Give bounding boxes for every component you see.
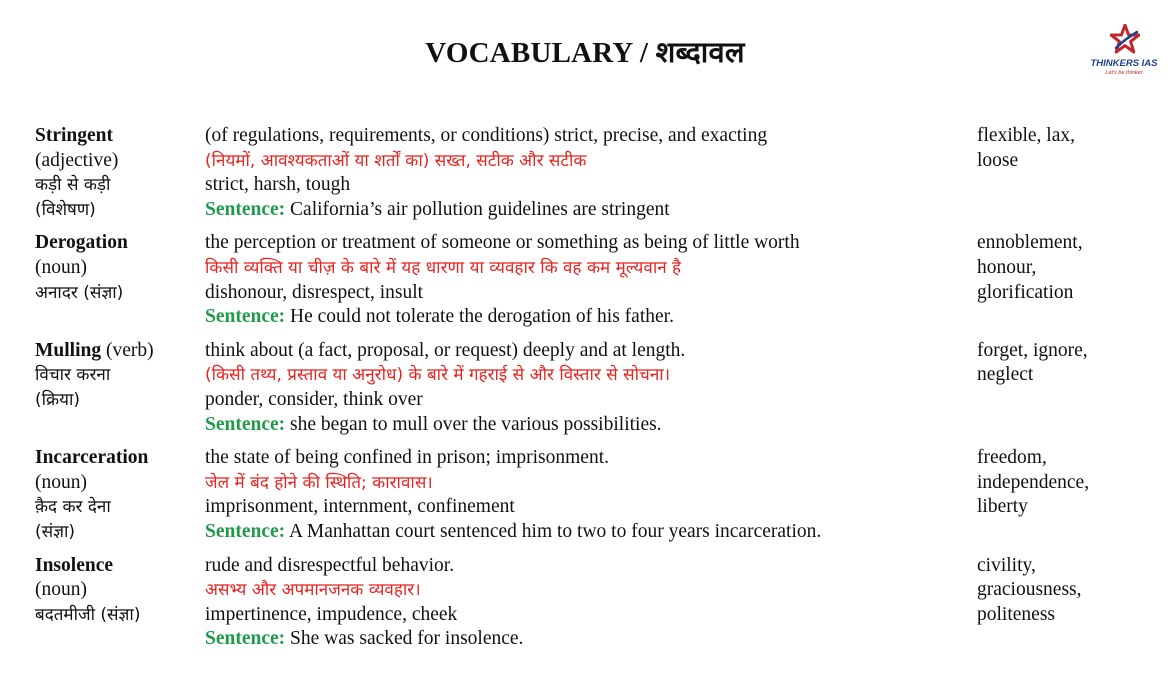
antonym-line: glorification bbox=[977, 281, 1074, 303]
antonyms-column bbox=[977, 231, 1145, 305]
word-column bbox=[35, 554, 205, 628]
hindi-word: क़ैद कर देना bbox=[35, 497, 111, 518]
hindi-definition: जेल में बंद होने की स्थिति; कारावास। bbox=[205, 472, 433, 493]
antonym-line: graciousness, bbox=[977, 579, 1082, 601]
antonym-line: politeness bbox=[977, 603, 1055, 625]
antonym-line: loose bbox=[977, 149, 1019, 171]
hindi-definition: (किसी तथ्य, प्रस्ताव या अनुरोध) के बारे में गहराई से और विस्तार से सोचना। bbox=[205, 365, 671, 386]
antonyms-column bbox=[977, 339, 1145, 388]
word: Insolence bbox=[35, 554, 113, 576]
vocabulary-list bbox=[35, 124, 1145, 661]
synonyms: impertinence, impudence, cheek bbox=[205, 603, 458, 625]
antonyms-column bbox=[977, 446, 1145, 520]
example-sentence bbox=[205, 305, 977, 330]
hindi-word: अनादर (संज्ञा) bbox=[35, 282, 124, 303]
antonym-line: independence, bbox=[977, 471, 1090, 493]
definition-column bbox=[205, 124, 977, 222]
logo-name: THINKERS IAS bbox=[1090, 58, 1158, 69]
definition: rude and disrespectful behavior. bbox=[205, 554, 455, 576]
antonyms-column bbox=[977, 124, 1145, 173]
word-column bbox=[35, 124, 205, 222]
hindi-word: कड़ी से कड़ी bbox=[35, 175, 111, 196]
sentence-text: He could not tolerate the derogation of his father. bbox=[290, 306, 674, 328]
sentence-label: Sentence: bbox=[205, 413, 286, 435]
definition-column bbox=[205, 554, 977, 652]
sentence-text: she began to mull over the various possibilities. bbox=[290, 413, 662, 435]
logo-tagline: Let's be thinker bbox=[1105, 70, 1143, 76]
hindi-pos: (क्रिया) bbox=[35, 389, 80, 410]
definition: (of regulations, requirements, or conditions) strict, precise, and exacting bbox=[205, 125, 768, 146]
word-column bbox=[35, 339, 205, 413]
hindi-word: विचार करना bbox=[35, 365, 111, 386]
antonym-line: liberty bbox=[977, 496, 1028, 518]
definition-column bbox=[205, 231, 977, 329]
vocab-entry-incarceration bbox=[35, 446, 1145, 544]
sentence-label: Sentence: bbox=[205, 628, 286, 650]
example-sentence bbox=[205, 413, 977, 438]
antonym-line: neglect bbox=[977, 364, 1034, 386]
part-of-speech: (verb) bbox=[105, 339, 154, 361]
sentence-label: Sentence: bbox=[205, 306, 286, 328]
word: Stringent bbox=[35, 125, 113, 146]
example-sentence bbox=[205, 627, 977, 652]
example-sentence bbox=[205, 198, 977, 223]
sentence-text: She was sacked for insolence. bbox=[290, 628, 524, 650]
definition: the perception or treatment of someone or something as being of little worth bbox=[205, 232, 800, 254]
vocab-entry-mulling bbox=[35, 339, 1145, 437]
word: Incarceration bbox=[35, 447, 149, 469]
part-of-speech: (noun) bbox=[35, 256, 87, 278]
synonyms: ponder, consider, think over bbox=[205, 388, 423, 410]
hindi-definition: किसी व्यक्ति या चीज़ के बारे में यह धारणा या व्यवहार कि वह कम मूल्यवान है bbox=[205, 257, 682, 278]
word: Derogation bbox=[35, 232, 128, 254]
word: Mulling bbox=[35, 339, 102, 361]
part-of-speech: (noun) bbox=[35, 579, 87, 601]
vocab-entry-insolence bbox=[35, 554, 1145, 652]
antonym-line: forget, ignore, bbox=[977, 339, 1088, 361]
definition: the state of being confined in prison; imprisonment. bbox=[205, 447, 610, 469]
antonyms-column bbox=[977, 554, 1145, 628]
sentence-label: Sentence: bbox=[205, 198, 286, 220]
word-column bbox=[35, 446, 205, 544]
antonym-line: flexible, lax, bbox=[977, 125, 1076, 146]
part-of-speech: (adjective) bbox=[35, 149, 119, 171]
definition: think about (a fact, proposal, or request) deeply and at length. bbox=[205, 339, 686, 361]
antonym-line: honour, bbox=[977, 256, 1037, 278]
example-sentence bbox=[205, 520, 977, 545]
page-title: VOCABULARY / शब्दावल bbox=[425, 37, 745, 69]
hindi-definition: असभ्य और अपमानजनक व्यवहार। bbox=[205, 580, 421, 601]
sentence-label: Sentence: bbox=[205, 520, 286, 542]
word-with-pos bbox=[35, 339, 205, 364]
vocab-entry-stringent bbox=[35, 124, 1145, 222]
synonyms: imprisonment, internment, confinement bbox=[205, 496, 515, 518]
part-of-speech: (noun) bbox=[35, 471, 87, 493]
sentence-text: A Manhattan court sentenced him to two to four years incarceration. bbox=[288, 520, 822, 542]
synonyms: strict, harsh, tough bbox=[205, 174, 351, 196]
definition-column bbox=[205, 339, 977, 437]
hindi-pos: (विशेषण) bbox=[35, 199, 96, 220]
antonym-line: civility, bbox=[977, 554, 1036, 576]
hindi-definition: (नियमों, आवश्यकताओं या शर्तों का) सख्त, सटीक और सटीक bbox=[205, 150, 587, 171]
sentence-text: California’s air pollution guidelines are stringent bbox=[290, 198, 670, 220]
hindi-word: बदतमीजी (संज्ञा) bbox=[35, 604, 141, 625]
vocab-entry-derogation bbox=[35, 231, 1145, 329]
synonyms: dishonour, disrespect, insult bbox=[205, 281, 424, 303]
definition-column bbox=[205, 446, 977, 544]
hindi-pos: (संज्ञा) bbox=[35, 521, 76, 542]
thinkers-ias-logo bbox=[1086, 22, 1166, 84]
antonym-line: freedom, bbox=[977, 447, 1047, 469]
antonym-line: ennoblement, bbox=[977, 232, 1083, 254]
star-icon bbox=[1110, 24, 1140, 54]
word-column bbox=[35, 231, 205, 305]
